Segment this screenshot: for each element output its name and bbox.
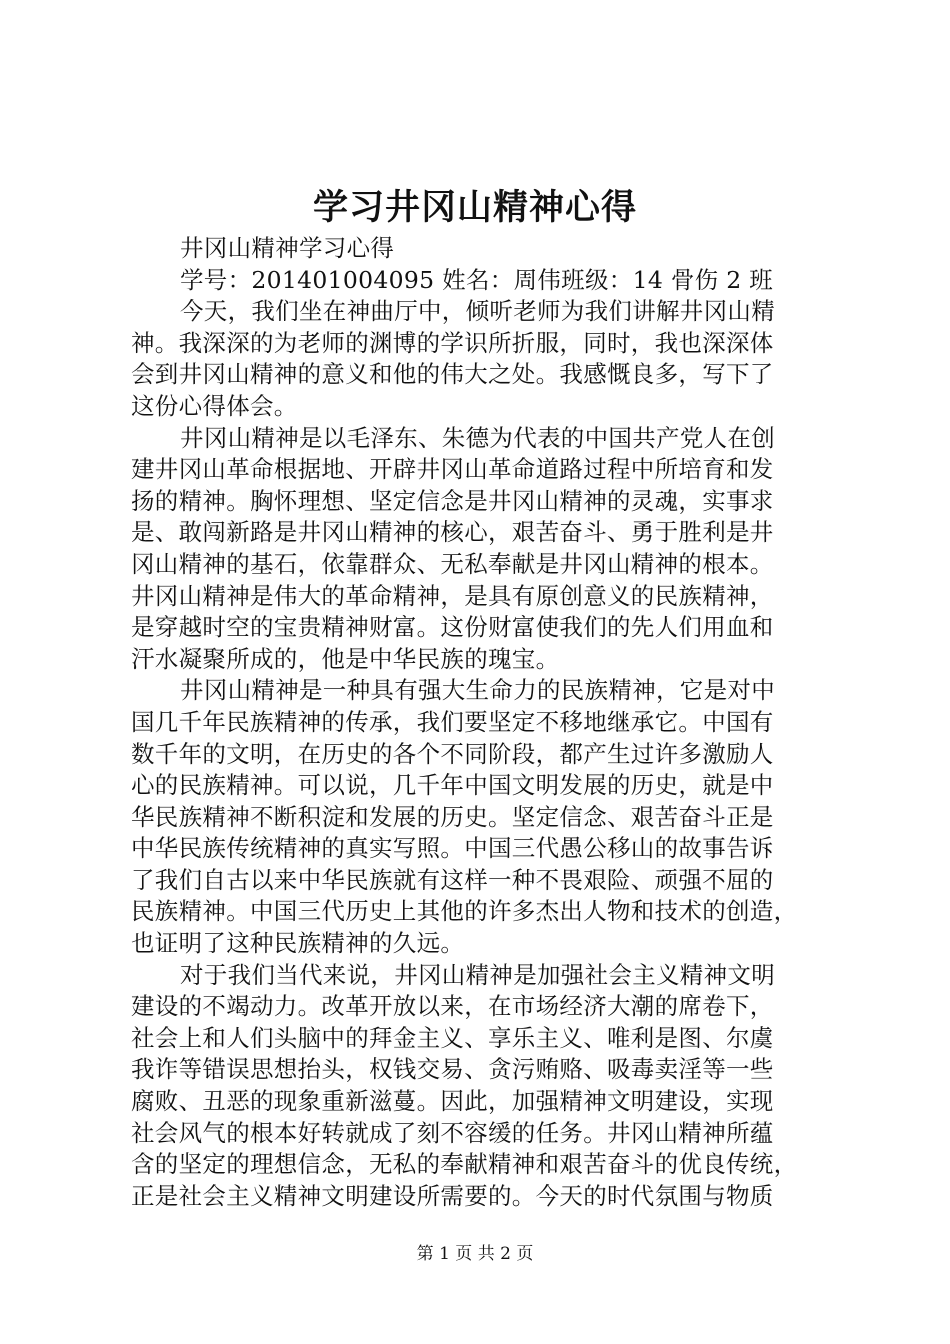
text-line: 腐败、丑恶的现象重新滋蔓。因此，加强精神文明建设，实现: [131, 1087, 774, 1116]
text-line: 会到井冈山精神的意义和他的伟大之处。我感慨良多，写下了: [131, 360, 774, 389]
text-line: 了我们自古以来中华民族就有这样一种不畏艰险、顽强不屈的: [131, 865, 774, 894]
text-line: 冈山精神的基石，依靠群众、无私奉献是井冈山精神的根本。: [131, 549, 774, 578]
text-line: 是穿越时空的宝贵精神财富。这份财富使我们的先人们用血和: [131, 613, 774, 642]
text-line: 社会上和人们头脑中的拜金主义、享乐主义、唯利是图、尔虞: [131, 1023, 774, 1052]
document-body: [131, 233, 831, 1212]
text-line: 建设的不竭动力。改革开放以来，在市场经济大潮的席卷下，: [131, 992, 774, 1021]
text-line: 中华民族传统精神的真实写照。中国三代愚公移山的故事告诉: [131, 834, 774, 863]
text-line: 也证明了这种民族精神的久远。: [131, 929, 465, 958]
text-line: 国几千年民族精神的传承，我们要坚定不移地继承它。中国有: [131, 707, 774, 736]
document-title: 学习井冈山精神心得: [312, 188, 637, 228]
text-line: 数千年的文明，在历史的各个不同阶段，都产生过许多激励人: [131, 739, 774, 768]
text-line: 神。我深深的为老师的渊博的学识所折服，同时，我也深深体: [131, 328, 774, 357]
text-line: 社会风气的根本好转就成了刻不容缓的任务。井冈山精神所蕴: [131, 1118, 774, 1147]
text-line: 对于我们当代来说，井冈山精神是加强社会主义精神文明: [180, 960, 775, 989]
text-line: 心的民族精神。可以说，几千年中国文明发展的历史，就是中: [131, 771, 774, 800]
text-line: 扬的精神。胸怀理想、坚定信念是井冈山精神的灵魂，实事求: [131, 486, 774, 515]
text-line: 我诈等错误思想抬头，权钱交易、贪污贿赂、吸毒卖淫等一些: [131, 1055, 774, 1084]
text-line: 汗水凝聚所成的，他是中华民族的瑰宝。: [131, 644, 560, 673]
text-line: 井冈山精神学习心得: [180, 234, 395, 262]
text-line: 井冈山精神是一种具有强大生命力的民族精神，它是对中: [180, 676, 775, 705]
text-line: 是、敢闯新路是井冈山精神的核心，艰苦奋斗、勇于胜利是井: [131, 518, 774, 547]
text-line: 民族精神。中国三代历史上其他的许多杰出人物和技术的创造，: [131, 897, 798, 926]
page-footer: 第 1 页 共 2 页: [416, 1244, 534, 1264]
text-line: 今天，我们坐在神曲厅中，倾听老师为我们讲解井冈山精: [180, 297, 775, 326]
text-line: 学号：201401004095 姓名：周伟班级：14 骨伤 2 班: [180, 265, 774, 294]
text-line: 含的坚定的理想信念，无私的奉献精神和艰苦奋斗的优良传统，: [131, 1150, 798, 1179]
text-line: 华民族精神不断积淀和发展的历史。坚定信念、艰苦奋斗正是: [131, 802, 774, 831]
text-line: 井冈山精神是以毛泽东、朱德为代表的中国共产党人在创: [180, 423, 775, 452]
text-line: 建井冈山革命根据地、开辟井冈山革命道路过程中所培育和发: [131, 455, 774, 484]
text-line: 这份心得体会。: [131, 391, 298, 420]
text-line: 井冈山精神是伟大的革命精神，是具有原创意义的民族精神，: [131, 581, 774, 610]
text-line: 正是社会主义精神文明建设所需要的。今天的时代氛围与物质: [131, 1181, 774, 1210]
